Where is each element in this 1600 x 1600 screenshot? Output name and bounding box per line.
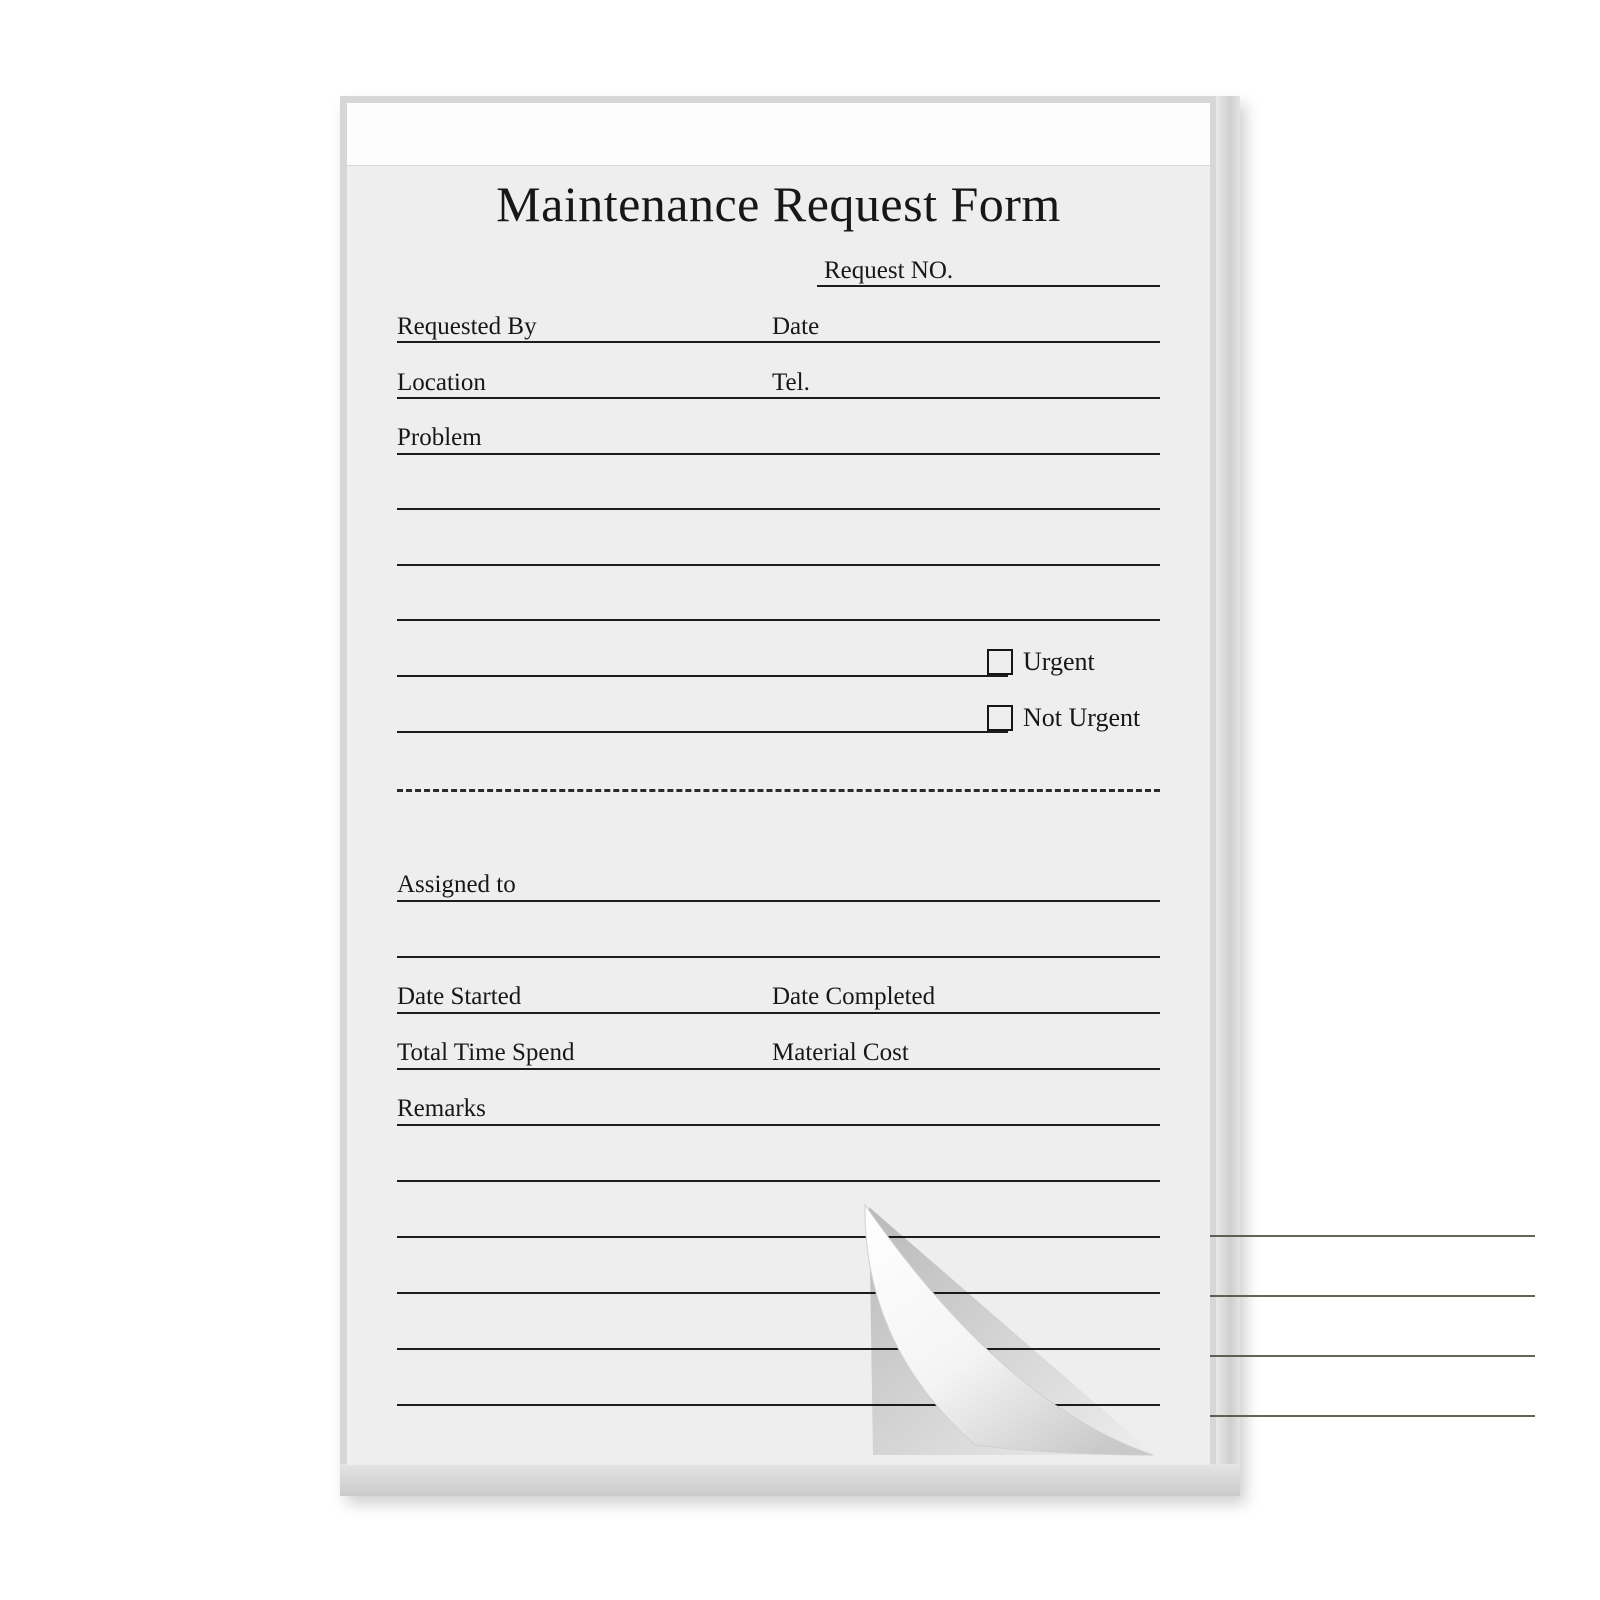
label-date-started: Date Started — [397, 983, 522, 1010]
label-tel: Tel. — [772, 369, 810, 396]
field-problem-line-2[interactable] — [397, 508, 1160, 510]
label-problem: Problem — [397, 424, 482, 451]
field-problem-line-1[interactable] — [397, 453, 1160, 455]
checkbox-not-urgent[interactable] — [987, 705, 1013, 731]
checkbox-row-not-urgent[interactable] — [987, 703, 1140, 733]
field-remarks-line-1[interactable] — [397, 1124, 1160, 1126]
field-problem-line-4[interactable] — [397, 619, 1160, 621]
field-requested-by-date[interactable] — [397, 341, 1160, 343]
field-remarks-line-5[interactable] — [397, 1348, 1160, 1350]
field-total-time-material-cost[interactable] — [397, 1068, 1160, 1070]
field-assigned-to-line-2[interactable] — [397, 956, 1160, 958]
label-date: Date — [772, 313, 820, 340]
pad-right-edge — [1216, 96, 1240, 1496]
field-remarks-line-4[interactable] — [397, 1292, 1160, 1294]
field-remarks-line-3[interactable] — [397, 1236, 1160, 1238]
field-remarks-line-2[interactable] — [397, 1180, 1160, 1182]
label-requested-by: Requested By — [397, 313, 537, 340]
checkbox-row-urgent[interactable] — [987, 647, 1095, 677]
field-assigned-to-line-1[interactable] — [397, 900, 1160, 902]
checkbox-urgent[interactable] — [987, 649, 1013, 675]
label-material-cost: Material Cost — [772, 1039, 909, 1066]
checkbox-not-urgent-label: Not Urgent — [1023, 703, 1141, 732]
field-remarks-line-6[interactable] — [397, 1404, 1160, 1406]
field-problem-line-5[interactable] — [397, 675, 1008, 677]
label-location: Location — [397, 369, 486, 396]
checkbox-urgent-label: Urgent — [1023, 647, 1095, 676]
label-remarks: Remarks — [397, 1095, 486, 1122]
field-date-started-completed[interactable] — [397, 1012, 1160, 1014]
label-date-completed: Date Completed — [772, 983, 936, 1010]
field-location-tel[interactable] — [397, 397, 1160, 399]
perforation-divider — [397, 789, 1160, 792]
field-problem-line-3[interactable] — [397, 564, 1160, 566]
label-total-time-spend: Total Time Spend — [397, 1039, 575, 1066]
field-problem-line-6[interactable] — [397, 731, 1008, 733]
label-assigned-to: Assigned to — [397, 871, 516, 898]
field-request-no[interactable] — [817, 285, 1160, 287]
pad-bottom-edge — [340, 1464, 1240, 1496]
page-title: Maintenance Request Form — [496, 176, 1061, 232]
maintenance-request-form — [347, 103, 1210, 1465]
label-request-no: Request NO. — [824, 257, 954, 284]
